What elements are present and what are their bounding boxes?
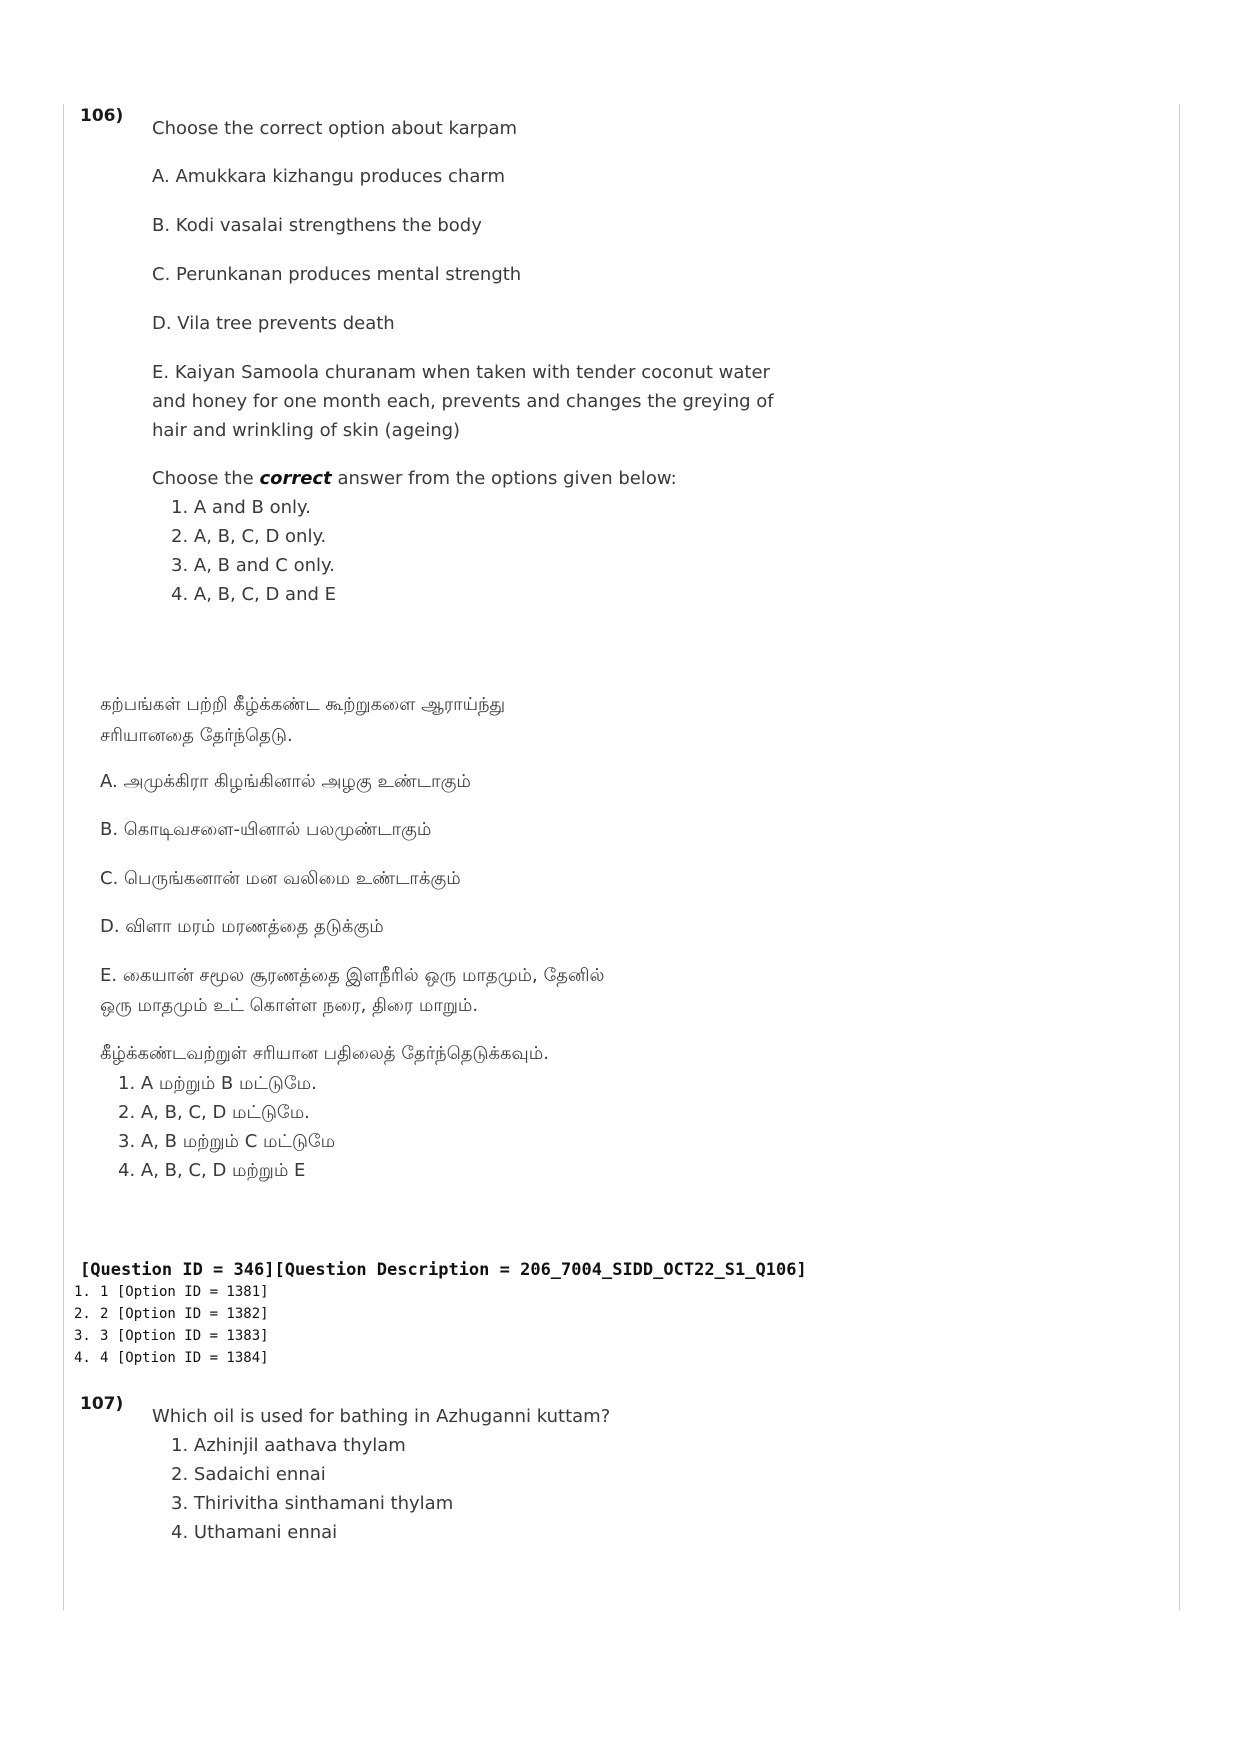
question-number: 107) <box>80 1394 124 1414</box>
statement-b: B. Kodi vasalai strengthens the body <box>152 215 482 236</box>
tamil-statement-e-line-2: ஒரு மாதமும் உட் கொள்ள நரை, திரை மாறும். <box>100 995 479 1016</box>
tamil-statement-d: D. விளா மரம் மரணத்தை தடுக்கும் <box>100 916 384 937</box>
tamil-option-4[interactable]: 4. A, B, C, D மற்றும் E <box>118 1160 306 1181</box>
statement-e-line-2: and honey for one month each, prevents and changes the greying of <box>152 391 774 412</box>
left-margin-rule <box>63 104 64 1610</box>
tamil-option-1[interactable]: 1. A மற்றும் B மட்டுமே. <box>118 1073 317 1094</box>
tamil-stem-line-2: சரியானதை தேர்ந்தெடு. <box>100 725 293 746</box>
option-4[interactable]: 4. Uthamani ennai <box>171 1522 338 1543</box>
option-1[interactable]: 1. A and B only. <box>171 497 311 518</box>
option-id-item: 4. 4 [Option ID = 1384] <box>74 1350 269 1366</box>
question-metadata: [Question ID = 346][Question Description = 206_7004_SIDD_OCT22_S1_Q106] <box>80 1260 807 1280</box>
tamil-statement-b: B. கொடிவசளை-யினால் பலமுண்டாகும் <box>100 819 432 840</box>
statement-e-line-1: E. Kaiyan Samoola churanam when taken with tender coconut water <box>152 362 770 383</box>
question-stem: Choose the correct option about karpam <box>152 118 518 139</box>
option-2[interactable]: 2. A, B, C, D only. <box>171 526 327 547</box>
option-1[interactable]: 1. Azhinjil aathava thylam <box>171 1435 406 1456</box>
option-id-item: 1. 1 [Option ID = 1381] <box>74 1284 269 1300</box>
tamil-statement-e-line-1: E. கையான் சமூல சூரணத்தை இளநீரில் ஒரு மாதமும், தேனில் <box>100 965 605 986</box>
question-stem: Which oil is used for bathing in Azhuganni kuttam? <box>152 1406 611 1427</box>
tamil-stem-line-1: கற்பங்கள் பற்றி கீழ்க்கண்ட கூற்றுகளை ஆராய்ந்து <box>100 694 506 715</box>
tamil-option-3[interactable]: 3. A, B மற்றும் C மட்டுமே <box>118 1131 336 1152</box>
option-3[interactable]: 3. A, B and C only. <box>171 555 335 576</box>
option-4[interactable]: 4. A, B, C, D and E <box>171 584 336 605</box>
option-2[interactable]: 2. Sadaichi ennai <box>171 1464 326 1485</box>
statement-c: C. Perunkanan produces mental strength <box>152 264 522 285</box>
tamil-statement-c: C. பெருங்கனான் மன வலிமை உண்டாக்கும் <box>100 868 461 889</box>
instruction-emphasis: correct <box>259 468 332 489</box>
option-id-item: 2. 2 [Option ID = 1382] <box>74 1306 269 1322</box>
tamil-instruction: கீழ்க்கண்டவற்றுள் சரியான பதிலைத் தேர்ந்தெடுக்கவும். <box>100 1043 549 1064</box>
tamil-statement-a: A. அமுக்கிரா கிழங்கினால் அழகு உண்டாகும் <box>100 771 471 792</box>
statement-e-line-3: hair and wrinkling of skin (ageing) <box>152 420 461 441</box>
question-number: 106) <box>80 106 124 126</box>
answer-instruction <box>152 464 677 493</box>
option-id-item: 3. 3 [Option ID = 1383] <box>74 1328 269 1344</box>
option-3[interactable]: 3. Thirivitha sinthamani thylam <box>171 1493 454 1514</box>
tamil-option-2[interactable]: 2. A, B, C, D மட்டுமே. <box>118 1102 310 1123</box>
instruction-prefix: Choose the <box>152 468 260 489</box>
instruction-suffix: answer from the options given below: <box>331 468 677 489</box>
option-id-list <box>74 1281 269 1369</box>
statement-a: A. Amukkara kizhangu produces charm <box>152 166 505 187</box>
statement-d: D. Vila tree prevents death <box>152 313 395 334</box>
right-margin-rule <box>1179 104 1180 1610</box>
